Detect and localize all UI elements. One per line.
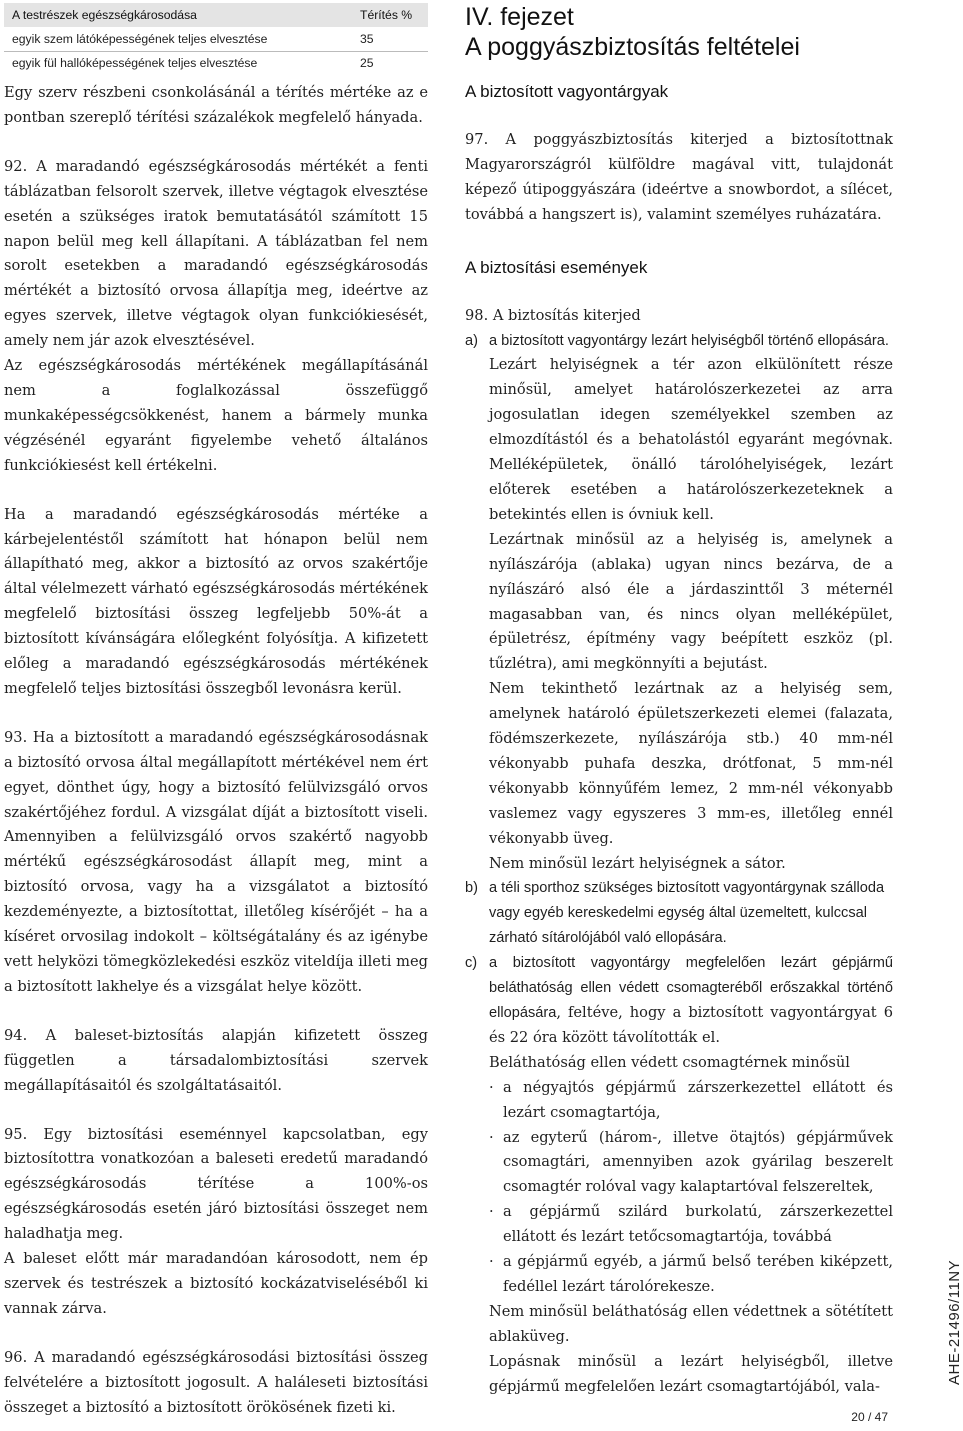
bullet-text: a gépjármű egyéb, a jármű belső terében kiképzett, fedéllel lezárt tárolórekesze. bbox=[503, 1253, 893, 1295]
list-item: · a négyajtós gépjármű zárszerkezettel ellátott és lezárt csomagtartója, bbox=[465, 1076, 893, 1126]
list-item-c bbox=[465, 951, 893, 1051]
list-item: · az egyterű (három-, illetve ötajtós) gépjárművek csomagtári, amennyiben azok gyárilag beszerelt csomagtér rolóval vagy kalaptartóval felszereltek, bbox=[465, 1126, 893, 1201]
item-c-paragraph-2: Nem minősül beláthatóság ellen védettnek a sötétített ablaküveg. bbox=[489, 1302, 893, 1345]
item-b-title: a téli sporthoz szükséges biztosított vagyontárgynak szálloda vagy egyéb kereskedelmi egység által üzemeltett, kulccsal zárható sítárolójából való ellopására. bbox=[489, 880, 885, 947]
item-a-paragraph-1: Lezárt helyiségnek a tér azon elkülönített része minősül, amelyet határolószerkezetei az arra jogosulatlan idegen személyekkel szemben az elmozdítástól és a behatolástól egyaránt megóvnak. Melléképületek, önálló tárolóhelyiségek, lezárt előterek esetében a határolószerkezeteknek a betekintés ellen is óvniuk kell. bbox=[489, 356, 893, 523]
table-cell-part: egyik szem látóképességének teljes elvesztése bbox=[4, 27, 352, 51]
chapter-number: IV. fejezet bbox=[465, 3, 574, 31]
list-item-b bbox=[465, 876, 893, 951]
intro-paragraph: Egy szerv részbeni csonkolásánál a térítés mértéke az e pontban szereplő térítési százalékok megfelelő hányada. bbox=[4, 84, 428, 126]
right-column bbox=[465, 0, 893, 1400]
section-98: 98. A biztosítás kiterjed bbox=[465, 306, 641, 324]
bullet-text: a négyajtós gépjármű zárszerkezettel ellátott és lezárt csomagtartója, bbox=[503, 1078, 893, 1121]
item-c-paragraph-3: Lopásnak minősül a lezárt helyiségből, illetve gépjármű megfelelően lezárt csomagtartójából, vala- bbox=[489, 1352, 893, 1395]
table-header bbox=[4, 3, 428, 27]
section-92-paragraph-3: Ha a maradandó egészségkárosodás mértéke a kárbejelentéstől számított hat hónapon belül nem állapítható meg, akkor a biztosító az orvos szakértője által vélelmezett várható egészségkárosodás mértékének megfelelő biztosítási összeg legfeljebb 50%-át a biztosított kívánságára előlegként folyósítja. A kifizetett előleg a maradandó egészségkárosodás mértékének megfelelő teljes biztosítási összegből levonásra kerül. bbox=[4, 505, 428, 697]
section-95: 95. Egy biztosítási eseménnyel kapcsolatban, egy biztosítottra vonatkozóan a baleseti eredetű maradandó egészségkárosodás térítése a 100%-os egészségkárosodás esetén járó biztosítási összeget nem haladhatja meg. bbox=[4, 1125, 428, 1243]
document-code: AHE-21496/11NY bbox=[946, 1259, 963, 1385]
item-label: c) bbox=[465, 955, 478, 972]
item-label: b) bbox=[465, 880, 478, 897]
section-97: 97. A poggyászbiztosítás kiterjed a biztosítottnak Magyarországról külföldre magával vitt, tulajdonát képező útipoggyászára (ideértve a snowbordot, a sílécet, továbbá a hangszert is), valamint személyes ruházatára. bbox=[465, 131, 893, 223]
item-c-lead: a biztosított vagyontárgy megfelelően lezárt gépjármű beláthatóság ellen védett csomagteréből erőszakkal történő ellopására bbox=[489, 955, 893, 1021]
item-label: a) bbox=[465, 332, 478, 349]
table-row bbox=[4, 51, 428, 75]
damage-table bbox=[4, 3, 428, 75]
section-94: 94. A baleset-biztosítás alapján kifizetett összeg független a társadalombiztosítási szervek megállapításaitól és szolgáltatásaitól. bbox=[4, 1026, 428, 1094]
table-cell-pct: 35 bbox=[352, 27, 428, 51]
bullet-text: az egyterű (három-, illetve ötajtós) gépjárművek csomagtári, amennyiben azok gyárilag beszerelt csomagtér rolóval vagy kalaptartóval felszereltek, bbox=[503, 1128, 893, 1196]
item-c-rest: , feltéve, hogy a biztosított vagyontárgyat 6 és 22 óra között távolították el. bbox=[489, 1004, 893, 1046]
list-item-a bbox=[465, 329, 893, 354]
bullet-text: a gépjármű szilárd burkolatú, zárszerkezettel ellátott és lezárt tetőcsomagtartója, továbbá bbox=[503, 1203, 893, 1246]
table-row bbox=[4, 27, 428, 51]
section-95-paragraph-2: A baleset előtt már maradandóan károsodott, nem ép szervek és testrészek a biztosító kockázatviseléséből ki vannak zárva. bbox=[4, 1250, 428, 1317]
section-96: 96. A maradandó egészségkárosodási biztosítási összeg felvételére a biztosított jogosult. A haláleseti biztosítási összeget a biztosító a biztosított örökösének fizeti ki. bbox=[4, 1348, 428, 1416]
page-number: 20 / 47 bbox=[851, 1410, 888, 1424]
item-a-paragraph-4: Nem minősül lezárt helyiségnek a sátor. bbox=[489, 854, 786, 872]
chapter-title: A poggyászbiztosítás feltételei bbox=[465, 33, 800, 61]
heading-insured-items: A biztosított vagyontárgyak bbox=[465, 82, 669, 101]
left-column bbox=[4, 0, 428, 1421]
table-cell-pct: 25 bbox=[360, 56, 374, 71]
list-item: · a gépjármű egyéb, a jármű belső terében kiképzett, fedéllel lezárt tárolórekesze. bbox=[465, 1250, 893, 1300]
heading-insurance-events: A biztosítási események bbox=[465, 257, 648, 277]
item-c-paragraph-1: Beláthatóság ellen védett csomagtérnek minősül bbox=[489, 1053, 850, 1071]
table-cell-part: egyik fül hallóképességének teljes elvesztése bbox=[12, 56, 258, 71]
section-92: 92. A maradandó egészségkárosodás mértékét a fenti táblázatban felsorolt szervek, illetve végtagok elvesztése esetén a szükséges iratok bemutatásától számított 15 napon belül meg kell állapítani. A táblázatban fel nem sorolt esetekben a maradandó egészségkárosodás mértékét a biztosító orvosa állapítja meg, ideértve az egyes szervek, illetve végtagok olyan funkciókiesését, amely nem jár azok elvesztésével. bbox=[4, 157, 428, 350]
table-header-part: A testrészek egészségkárosodása bbox=[4, 3, 352, 27]
item-a-paragraph-3: Nem tekinthető lezártnak az a helyiség sem, amelynek határoló épületszerkezeti elemei (falazata, födémszerkezete, nyílászárója stb.) 40 mm-nél vékonyabb puhafa deszka, drótfonat, 5 mm-nél vékonyabb könnyűfém lemez, 2 mm-nél vékonyabb vaslemez vagy egyszeres 3 mm-es, illetőleg ennél vékonyabb üveg. bbox=[489, 680, 893, 847]
item-a-title: a biztosított vagyontárgy lezárt helyiségből történő ellopására. bbox=[489, 332, 889, 349]
section-93: 93. Ha a biztosított a maradandó egészségkárosodásnak a biztosító orvosa által megállapított mértékével nem ért egyet, dönthet úgy, hogy a biztosító felülvizsgáló orvos szakértőjéhez fordul. A vizsgálat díját a biztosított viseli. Amennyiben a felülvizsgáló orvos szakértő nagyobb mértékű egészségkárosodást állapít meg, mint a biztosító orvosa, vagy ha a vizsgálatot a biztosító kezdeményezte, a biztosítottat, illetőleg kísérőjét – ha a kíséret orvosilag indokolt – költségátalány és az igénybe vett helyközi tömegközlekedési eszköz viteldíja illeti meg a biztosított lakhelye és a vizsgálat helye között. bbox=[4, 728, 428, 995]
list-item: · a gépjármű szilárd burkolatú, zárszerkezettel ellátott és lezárt tetőcsomagtartója, továbbá bbox=[465, 1200, 893, 1250]
table-header-pct: Térítés % bbox=[352, 3, 428, 27]
item-a-paragraph-2: Lezártnak minősül az a helyiség is, amelynek a nyílászárója (ablaka) ugyan nincs bezárva, de a nyílászáró alsó éle a járdaszinttől 3 méternél magasabban van, és nincs olyan melléképület, épületrész, építmény vagy beépített eszköz (pl. tűzlétra), ami megkönnyíti a bejutást. bbox=[489, 530, 893, 673]
section-92-paragraph-2: Az egészségkárosodás mértékének megállapításánál nem a foglalkozással összefüggő munkaképességcsökkenést, hanem a bármely munka végzésénél egyaránt figyelembe vehető általános funkciókiesést kell értékelni. bbox=[4, 357, 428, 474]
